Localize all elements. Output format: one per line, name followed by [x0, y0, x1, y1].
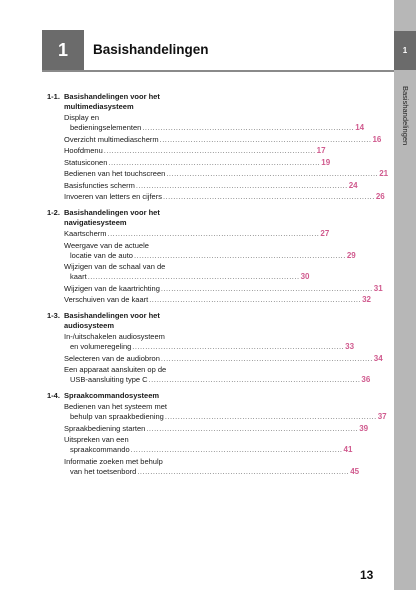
toc-entry-text: Invoeren van letters en cijfers: [64, 192, 162, 201]
toc-page-number: 21: [379, 169, 389, 178]
toc-page-number: 31: [373, 283, 383, 293]
toc-entry-line: [64, 342, 355, 352]
toc-page-number: 30: [300, 272, 310, 281]
toc-entry-text: Basisfuncties scherm: [64, 180, 135, 190]
toc-entry[interactable]: [64, 402, 387, 422]
toc-entry-text: Kaartscherm: [64, 229, 107, 238]
toc-entry[interactable]: [64, 229, 330, 239]
toc-page-number: 32: [362, 295, 371, 304]
dot-leader: ..................................................................................: [160, 283, 373, 293]
section-title: audiosysteem: [64, 321, 115, 330]
dot-leader: ..................................................................................: [107, 229, 320, 238]
toc-entry-line: [64, 332, 207, 342]
dot-leader: ..................................................................................: [162, 192, 375, 201]
toc-entry-line: [64, 262, 207, 272]
toc-entry[interactable]: [64, 332, 355, 352]
toc-entry-text: Weergave van de actuele: [64, 240, 149, 250]
section-number: [47, 102, 64, 112]
toc-entry-text: USB-aansluiting type C: [70, 375, 148, 384]
chapter-title: Basishandelingen: [93, 42, 209, 57]
dot-leader: ..................................................................................: [166, 169, 379, 178]
toc-entry-text: Bedienen van het touchscreen: [64, 169, 166, 178]
dot-leader: ..................................................................................: [133, 250, 346, 260]
section-title: Basishandelingen voor het: [64, 208, 160, 217]
toc-entry-text: van het toetsenbord: [70, 466, 137, 476]
dot-leader: ..................................................................................: [142, 123, 355, 132]
toc-entry[interactable]: [64, 353, 383, 364]
toc-entry-text: bedieningselementen: [70, 123, 142, 132]
dot-leader: ..................................................................................: [160, 353, 373, 363]
toc-page-number: 45: [350, 466, 360, 476]
toc-section: [47, 311, 383, 385]
toc-entry-line: [64, 157, 331, 168]
toc-entry-text: locatie van de auto: [70, 250, 133, 260]
toc-entry-text: In-/uitschakelen audiosysteem: [64, 332, 165, 341]
toc-entry[interactable]: [64, 157, 331, 168]
section-heading: [47, 208, 207, 218]
dot-leader: ..................................................................................: [149, 295, 362, 304]
toc-entry-text: Hoofdmenu: [64, 146, 103, 155]
toc-entry-text: Verschuiven van de kaart: [64, 295, 149, 304]
toc-entry[interactable]: [64, 146, 326, 156]
toc-section: [47, 391, 387, 477]
toc-page-number: 34: [373, 353, 383, 363]
table-of-contents: [47, 92, 389, 483]
section-heading: [47, 321, 207, 331]
dot-leader: ..................................................................................: [146, 423, 359, 433]
dot-leader: ..................................................................................: [130, 445, 343, 454]
side-tab-label: Basishandelingen: [401, 86, 410, 146]
toc-entry-line: [64, 365, 207, 375]
toc-page-number: 27: [320, 229, 330, 238]
toc-entry-line: [64, 283, 383, 294]
toc-page-number: 33: [345, 342, 355, 351]
toc-entry[interactable]: [64, 456, 360, 477]
chapter-number-box: [42, 30, 84, 70]
toc-entry-line: [64, 412, 387, 422]
toc-entry-line: [64, 146, 326, 156]
section-number: 1-2.: [47, 208, 60, 217]
toc-entry-text: en volumeregeling: [70, 342, 132, 351]
toc-entry[interactable]: [64, 365, 371, 385]
toc-page-number: 16: [372, 134, 382, 144]
toc-entry[interactable]: [64, 113, 365, 133]
section-number: 1-1.: [47, 92, 60, 101]
toc-entry[interactable]: [64, 169, 389, 179]
toc-entry[interactable]: [64, 134, 382, 145]
toc-entry[interactable]: [64, 240, 356, 261]
side-tab-number: 1: [394, 31, 416, 70]
toc-entry-line: [64, 445, 353, 455]
section-number: 1-4.: [47, 391, 60, 400]
toc-entry-line: [64, 180, 358, 191]
toc-entry-line: [64, 466, 360, 477]
dot-leader: ..................................................................................: [108, 157, 321, 167]
toc-entry[interactable]: [64, 423, 369, 434]
toc-entry[interactable]: [64, 192, 385, 202]
toc-entry-text: Overzicht multimediascherm: [64, 134, 159, 144]
section-title: multimediasysteem: [64, 102, 134, 111]
toc-entry-line: [64, 113, 207, 123]
toc-page-number: 24: [348, 180, 358, 190]
toc-entry-line: [64, 134, 382, 145]
toc-page-number: 17: [316, 146, 326, 155]
toc-entry-line: [64, 402, 207, 412]
dot-leader: ..................................................................................: [137, 466, 350, 476]
toc-entry-text: Wijzigen van de schaal van de: [64, 262, 166, 271]
section-number: 1-3.: [47, 311, 60, 320]
section-heading: [47, 92, 207, 102]
dot-leader: ..................................................................................: [135, 180, 348, 190]
toc-section: [47, 208, 383, 305]
section-title: navigatiesysteem: [64, 218, 127, 227]
section-title: Basishandelingen voor het: [64, 92, 160, 101]
dot-leader: ..................................................................................: [87, 272, 300, 281]
toc-entry-line: [64, 169, 389, 179]
dot-leader: ..................................................................................: [103, 146, 316, 155]
toc-entry-line: [64, 229, 330, 239]
toc-entry-line: [64, 192, 385, 202]
header-divider: [42, 70, 394, 72]
section-heading: [47, 391, 207, 401]
toc-entry-text: Bedienen van het systeem met: [64, 402, 167, 411]
toc-entry-line: [64, 457, 207, 467]
toc-entry-line: [64, 435, 207, 445]
toc-entry-line: [64, 241, 207, 251]
dot-leader: ..................................................................................: [164, 412, 377, 421]
toc-entry-line: [64, 123, 365, 133]
toc-page-number: 39: [359, 423, 369, 433]
toc-entry-line: [64, 423, 369, 434]
toc-page-number: 26: [375, 192, 385, 201]
toc-entry-text: Wijzigen van de kaartrichting: [64, 283, 160, 293]
toc-entry-line: [64, 295, 371, 305]
side-tab-label-holder: [394, 0, 416, 590]
section-title: Basishandelingen voor het: [64, 311, 160, 320]
toc-entry-line: [64, 375, 371, 385]
toc-entry-text: Uitspreken van een: [64, 435, 129, 444]
toc-page-number: 36: [361, 375, 371, 384]
toc-entry-line: [64, 272, 310, 282]
section-number: [47, 321, 64, 331]
toc-entry-text: Selecteren van de audiobron: [64, 353, 160, 363]
toc-entry[interactable]: [64, 180, 358, 191]
toc-entry-text: kaart: [70, 272, 87, 281]
chapter-number: 1: [57, 39, 68, 60]
toc-section: [47, 92, 389, 202]
toc-entry[interactable]: [64, 295, 371, 305]
toc-entry-text: Statusiconen: [64, 157, 108, 167]
toc-entry-text: behulp van spraakbediening: [70, 412, 164, 421]
toc-entry-text: spraakcommando: [70, 445, 130, 454]
section-heading: [47, 218, 207, 228]
toc-page-number: 14: [355, 123, 365, 132]
toc-entry-text: Spraakbediening starten: [64, 423, 146, 433]
toc-entry-text: Display en: [64, 113, 100, 122]
dot-leader: ..................................................................................: [132, 342, 345, 351]
toc-entry-text: Een apparaat aansluiten op de: [64, 365, 167, 374]
section-heading: [47, 311, 207, 321]
toc-entry-text: Informatie zoeken met behulp: [64, 456, 163, 466]
toc-entry-line: [64, 250, 356, 261]
toc-page-number: 29: [346, 250, 356, 260]
section-heading: [47, 102, 207, 112]
toc-entry[interactable]: [64, 435, 353, 455]
toc-entry[interactable]: [64, 262, 310, 282]
toc-page-number: 37: [377, 412, 387, 421]
toc-entry-line: [64, 353, 383, 364]
dot-leader: ..................................................................................: [148, 375, 361, 384]
toc-entry[interactable]: [64, 283, 383, 294]
toc-page-number: 41: [343, 445, 353, 454]
toc-page-number: 19: [321, 157, 331, 167]
section-title: Spraakcommandosysteem: [64, 391, 160, 400]
page-number: 13: [360, 568, 374, 582]
section-number: [47, 218, 64, 228]
dot-leader: ..................................................................................: [159, 134, 372, 144]
